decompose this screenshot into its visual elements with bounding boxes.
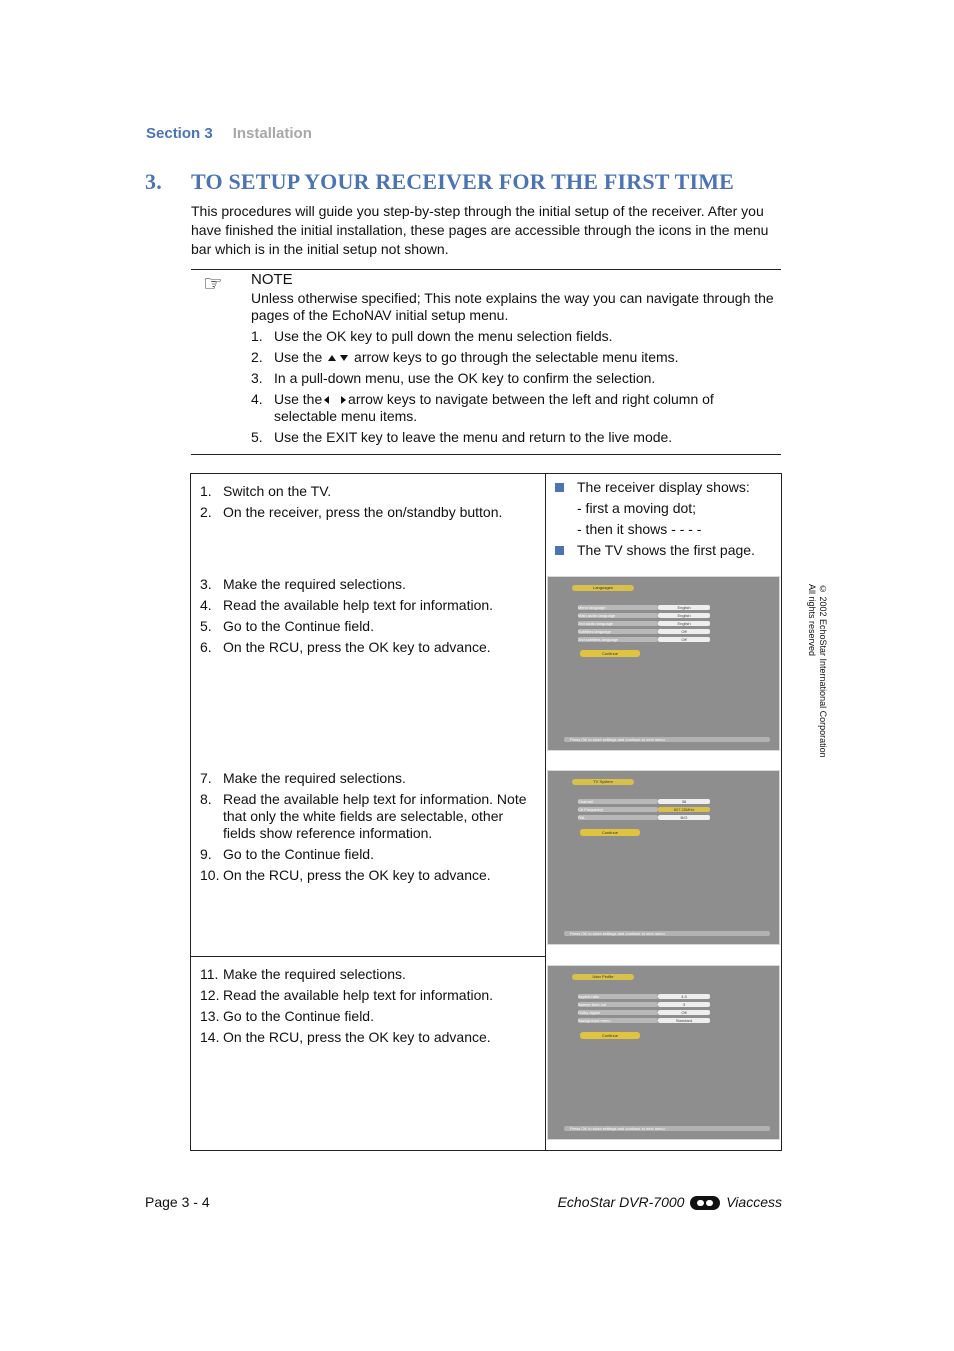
note-list (251, 328, 776, 446)
bullet-square-icon (555, 546, 564, 555)
list-item: - then it shows - - - - (577, 521, 702, 537)
screen-value: English (658, 613, 710, 618)
screen-continue: Continue (580, 1032, 640, 1039)
screen-help-bar: Press OK to store settings and continue to next menu (564, 1126, 770, 1131)
list-item: 5. Go to the Continue field. (200, 618, 374, 634)
product-name: EchoStar DVR-7000 (557, 1194, 685, 1210)
screen-label: Dolby digital (578, 1010, 658, 1015)
screen-label: PAL (578, 815, 658, 820)
screen-value: Off (658, 629, 710, 634)
screen-label: Main audio language (578, 613, 658, 618)
screen-value: Off (658, 637, 710, 642)
footer-product (553, 1194, 782, 1210)
steps-group-2 (200, 572, 530, 660)
screen-label: Background menu (578, 1018, 658, 1023)
screen-value: B/G (658, 815, 710, 820)
screen-value: English (658, 605, 710, 610)
screen-help-bar: Press OK to store settings and continue to next menu (564, 931, 770, 936)
screen-value: 38 (658, 799, 710, 804)
arrow-left-icon (324, 396, 329, 404)
copyright-line-1: © 2002 EchoStar International Corporation (818, 584, 828, 758)
pointing-hand-icon: ☞ (203, 271, 223, 296)
list-item: 4. Use the arrow keys to navigate between the left and right column of selectable menu items. (251, 391, 714, 424)
page-title (145, 169, 734, 195)
list-item: 4. Read the available help text for information. (200, 597, 494, 613)
arrow-down-icon (340, 355, 348, 361)
note-divider-top (191, 269, 781, 270)
list-item: 3. Make the required selections. (200, 576, 406, 592)
copyright-line-2: All rights reserved (807, 584, 817, 657)
screen-tab: User Profile (572, 974, 634, 980)
display-info (555, 479, 775, 563)
steps-group-3 (200, 766, 530, 888)
screenshot-languages (547, 576, 780, 751)
arrow-up-icon (328, 355, 336, 361)
screenshot-user-profile (547, 965, 780, 1140)
list-item: 12. Read the available help text for information. (200, 987, 494, 1003)
list-item: 1. Use the OK key to pull down the menu selection fields. (251, 328, 613, 344)
list-item: 5. Use the EXIT key to leave the menu and return to the live mode. (251, 429, 673, 445)
cd-logo-icon (690, 1196, 720, 1210)
list-item: The TV shows the first page. (555, 542, 775, 559)
screen-value: English (658, 621, 710, 626)
list-item: 7. Make the required selections. (200, 770, 406, 786)
list-item: The receiver display shows: (555, 479, 775, 496)
copyright-notice (806, 584, 828, 758)
list-item: 6. On the RCU, press the OK key to advance. (200, 639, 491, 655)
screen-label: Ch Frequency (578, 807, 658, 812)
screen-tab: TV System (572, 779, 634, 785)
list-item: 2. On the receiver, press the on/standby button. (200, 504, 503, 520)
screen-label: Menu language (578, 605, 658, 610)
list-item: 11. Make the required selections. (200, 966, 406, 982)
title-number: 3. (145, 169, 162, 194)
screen-label: Aspect ratio (578, 994, 658, 999)
list-item: 14. On the RCU, press the OK key to advance. (200, 1029, 491, 1045)
screen-value: 3 (658, 1002, 710, 1007)
screen-label: 2nd audio language (578, 621, 658, 626)
list-item: 10. On the RCU, press the OK key to advance. (200, 867, 491, 883)
brand-name: Viaccess (726, 1194, 782, 1210)
screen-label: Banner time out (578, 1002, 658, 1007)
list-item: 8. Read the available help text for information. Note that only the white fields are selectable, other fields show reference information. (200, 791, 527, 841)
list-item: - first a moving dot; (577, 500, 697, 516)
list-item: 3. In a pull-down menu, use the OK key to confirm the selection. (251, 370, 656, 386)
screen-label: Channel (578, 799, 658, 804)
title-text: TO SETUP YOUR RECEIVER FOR THE FIRST TIME (191, 169, 735, 194)
bullet-square-icon (555, 483, 564, 492)
screen-label: 2nd subtitles language (578, 637, 658, 642)
screen-help-bar: Press OK to store settings and continue to next menu (564, 737, 770, 742)
screen-value: 4:3 (658, 994, 710, 999)
screenshot-tv-system (547, 770, 780, 945)
note-text: Unless otherwise specified; This note explains the way you can navigate through the pages of the EchoNAV initial setup menu. (251, 290, 774, 323)
screen-value: Standard (658, 1018, 710, 1023)
list-item: 2. Use the arrow keys to go through the selectable menu items. (251, 349, 679, 365)
screen-tab: Languages (572, 585, 634, 591)
screen-value: Off (658, 1010, 710, 1015)
note-heading: NOTE (251, 271, 293, 288)
steps-group-1 (200, 479, 530, 525)
screen-label: Subtitles language (578, 629, 658, 634)
note-box (251, 271, 776, 446)
steps-group-4 (200, 962, 530, 1050)
list-item: 13. Go to the Continue field. (200, 1008, 374, 1024)
arrow-right-icon (341, 396, 346, 404)
note-divider-bottom (191, 454, 781, 455)
screen-continue: Continue (580, 650, 640, 657)
section-chapter: Installation (232, 125, 312, 142)
screen-value: 607.25MHz (658, 807, 710, 812)
list-item: 9. Go to the Continue field. (200, 846, 374, 862)
table-column-divider (545, 473, 546, 1151)
section-number: Section 3 (146, 125, 213, 142)
table-row-divider (190, 956, 546, 957)
list-item: 1. Switch on the TV. (200, 483, 332, 499)
page-number: Page 3 - 4 (145, 1194, 210, 1210)
section-header (146, 125, 312, 142)
intro-paragraph: This procedures will guide you step-by-step through the initial setup of the receiver. After you have finished the initial installation, these pages are accessible through the icons in the menu bar which is in the initial setup not shown. (191, 203, 769, 257)
screen-continue: Continue (580, 829, 640, 836)
